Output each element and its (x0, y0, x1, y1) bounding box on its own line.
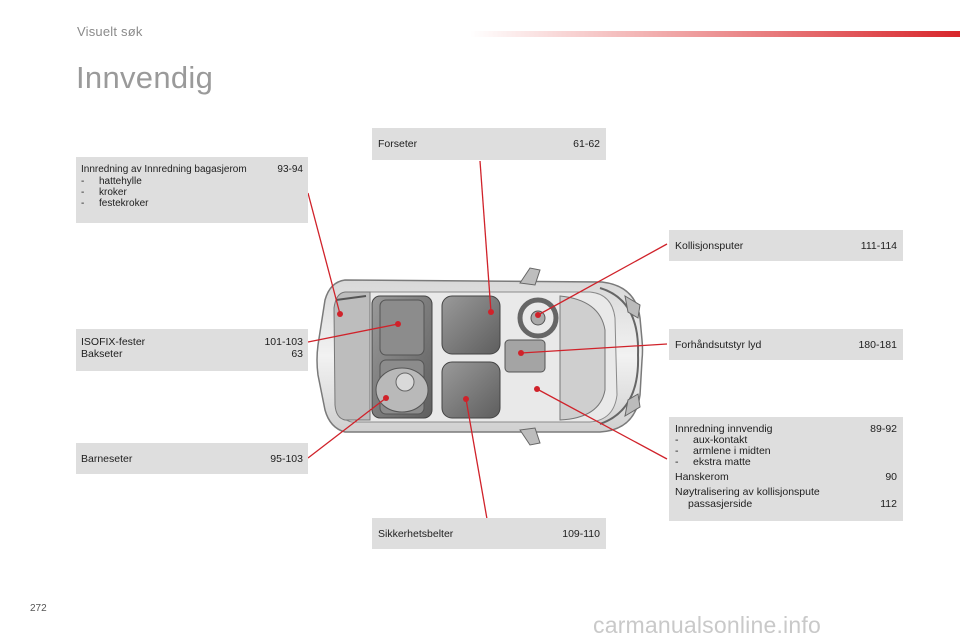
callout-bagasjerom (76, 157, 308, 223)
callout-label: passasjerside (688, 498, 753, 510)
callout-label: Innredning av Innredning bagasjerom (81, 164, 247, 175)
callout-label: Hanskerom (675, 471, 729, 483)
callout-label: Forseter (378, 138, 418, 150)
callout-pages: 111-114 (860, 240, 897, 252)
callout-pages: 101-103 (264, 336, 303, 348)
callout-label: Forhåndsutstyr lyd (675, 339, 762, 351)
callout-label: Kollisjonsputer (675, 240, 744, 252)
list-item: - armlene i midten (675, 445, 771, 457)
callout-kollisjonsputer (669, 230, 903, 261)
callout-pages: 95-103 (270, 453, 303, 465)
callout-pages: 109-110 (562, 528, 600, 540)
list-item: - aux-kontakt (675, 434, 748, 446)
page-number: 272 (30, 603, 47, 614)
callout-lyd (669, 329, 903, 360)
watermark: carmanualsonline.info (593, 612, 821, 638)
callout-sikkerhetsbelter (372, 518, 606, 549)
page-title: Innvendig (76, 60, 214, 95)
callout-pages: 90 (885, 471, 897, 483)
list-item: - ekstra matte (675, 456, 751, 468)
callout-pages: 89-92 (870, 423, 897, 435)
callout-label: Innredning innvendig (675, 423, 773, 435)
callout-forseter (372, 128, 606, 160)
list-item: - kroker (81, 187, 127, 198)
callout-barneseter (76, 443, 308, 474)
callout-innvendig (669, 417, 903, 521)
callout-label: Sikkerhetsbelter (378, 528, 454, 540)
callout-label: ISOFIX-fester (81, 336, 146, 348)
section-title: Visuelt søk (77, 24, 143, 39)
callout-pages: 61-62 (573, 138, 600, 150)
callout-label: Bakseter (81, 348, 123, 360)
callout-label: Barneseter (81, 453, 133, 465)
callout-isofix (76, 329, 308, 371)
list-item: - hattehylle (81, 176, 142, 187)
callout-pages: 63 (291, 348, 303, 360)
callout-label: Nøytralisering av kollisjonspute (675, 486, 820, 498)
list-item: - festekroker (81, 198, 149, 209)
callout-pages: 93-94 (277, 164, 303, 175)
callout-pages: 112 (880, 498, 897, 510)
callout-pages: 180-181 (858, 339, 897, 351)
